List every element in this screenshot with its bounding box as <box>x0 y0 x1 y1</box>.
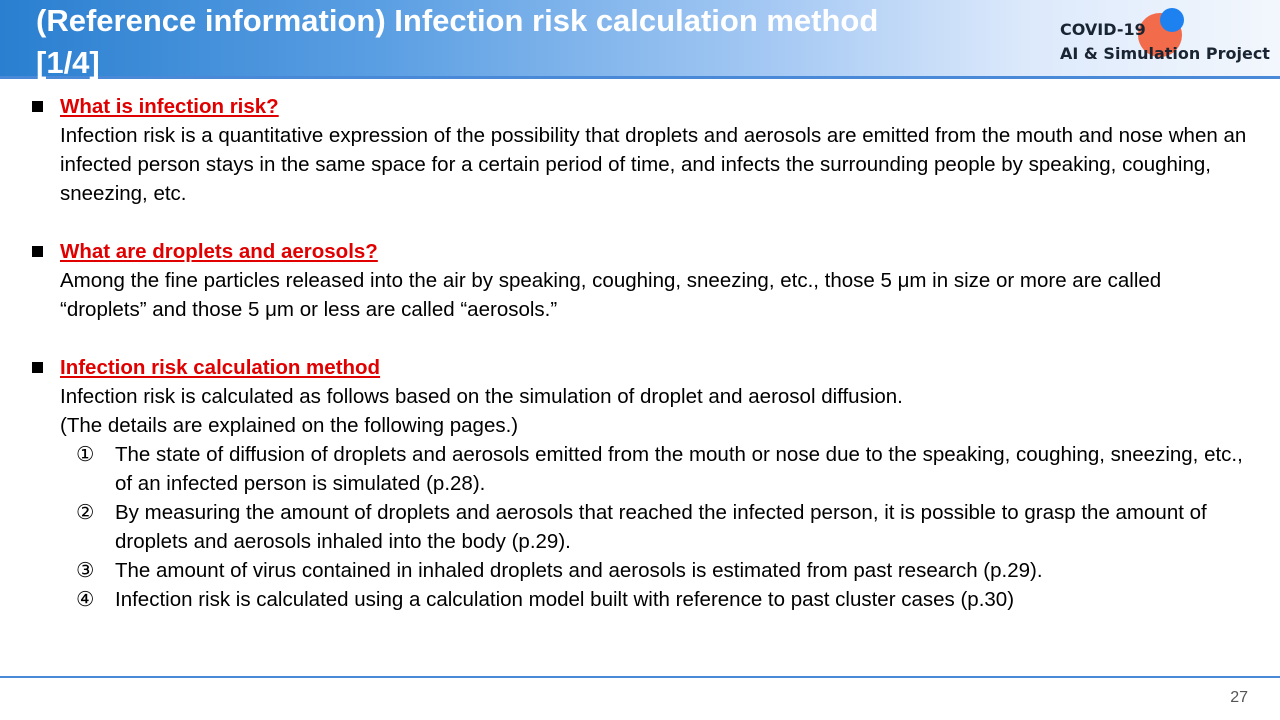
step-text: The state of diffusion of droplets and aerosols emitted from the mouth or nose due to the speaking, coughing, sneezing, etc., of an infected person is simulated (p.28). <box>115 443 1243 495</box>
list-item <box>76 440 1252 498</box>
section-paragraph: Infection risk is calculated as follows based on the simulation of droplet and aerosol diffusion. <box>60 385 903 408</box>
section-header <box>32 237 1252 266</box>
list-item <box>76 498 1252 556</box>
page-number: 27 <box>1230 689 1248 706</box>
logo-text-line1: COVID-19 <box>1060 20 1146 39</box>
step-number: ① <box>76 443 95 466</box>
calculation-steps-list <box>32 440 1252 614</box>
logo-text-line2: AI & Simulation Project <box>1060 44 1270 63</box>
slide-body <box>32 92 1252 643</box>
section-header <box>32 353 1252 382</box>
list-item <box>76 585 1252 614</box>
step-text: The amount of virus contained in inhaled droplets and aerosols is estimated from past research (p.29). <box>115 559 1043 582</box>
section-header <box>32 92 1252 121</box>
step-text: Infection risk is calculated using a calculation model built with reference to past cluster cases (p.30) <box>115 588 1015 611</box>
logo-blue-circle-icon <box>1160 8 1184 32</box>
section-paragraph: Among the fine particles released into the air by speaking, coughing, sneezing, etc., those 5 μm in size or more are called “droplets” and those 5 μm or less are called “aerosols.” <box>60 269 1162 321</box>
square-bullet-icon <box>32 362 43 373</box>
section-droplets-aerosols <box>32 237 1252 324</box>
square-bullet-icon <box>32 101 43 112</box>
section-infection-risk <box>32 92 1252 208</box>
footer-divider <box>0 676 1280 678</box>
step-number: ③ <box>76 559 95 582</box>
section-paragraph: (The details are explained on the following pages.) <box>60 414 519 437</box>
section-heading: Infection risk calculation method <box>60 356 381 379</box>
step-text: By measuring the amount of droplets and aerosols that reached the infected person, it is possible to grasp the amount of droplets and aerosols inhaled into the body (p.29). <box>115 501 1207 553</box>
project-logo <box>1060 8 1274 72</box>
square-bullet-icon <box>32 246 43 257</box>
section-heading: What are droplets and aerosols? <box>60 240 378 263</box>
step-number: ② <box>76 501 95 524</box>
section-heading: What is infection risk? <box>60 95 279 118</box>
section-paragraph: Infection risk is a quantitative expression of the possibility that droplets and aerosols are emitted from the mouth and nose when an infected person stays in the same space for a certain period of time, and infects the surrounding people by speaking, coughing, sneezing, etc. <box>60 124 1247 205</box>
list-item <box>76 556 1252 585</box>
slide-title: (Reference information) Infection risk calculation method [1/4] <box>36 3 879 80</box>
step-number: ④ <box>76 588 95 611</box>
section-calculation-method <box>32 353 1252 614</box>
